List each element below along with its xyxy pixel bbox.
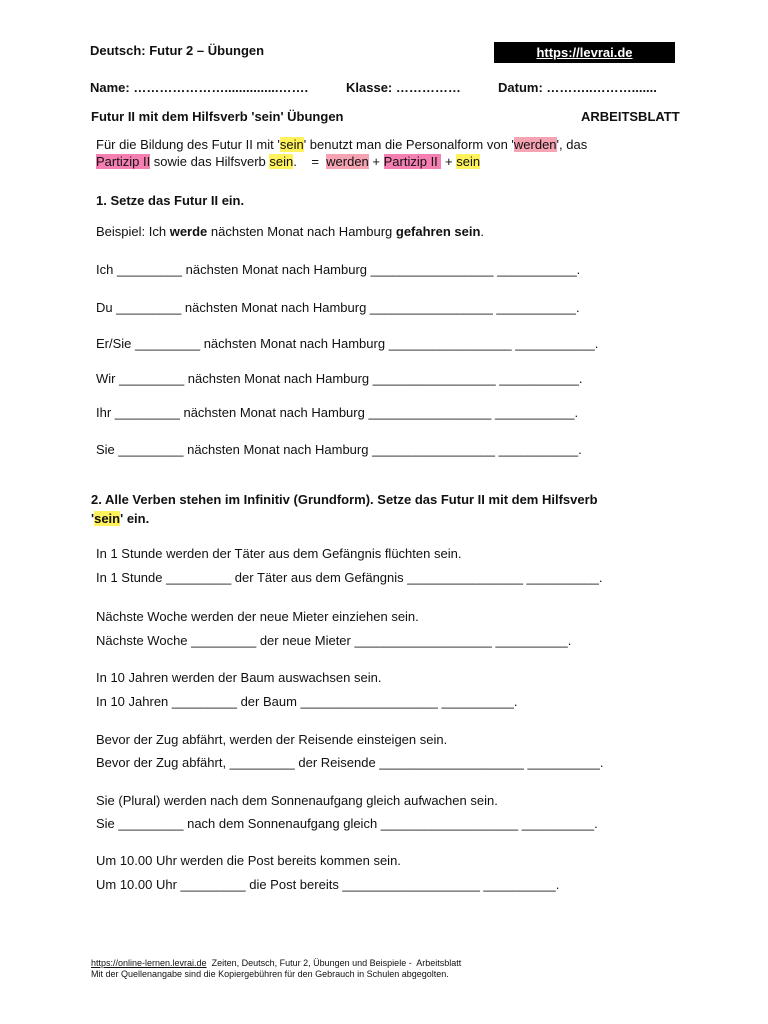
exercise-line: Er/Sie _________ nächsten Monat nach Hamburg _________________ ___________. [96,336,599,351]
intro-text: + [441,154,457,169]
highlight-sein: sein [279,137,304,152]
intro-text: Für die Bildung des Futur II mit ' [96,137,280,152]
source-sentence: Um 10.00 Uhr werden die Post bereits kommen sein. [96,853,401,868]
highlight-sein: sein [269,154,294,169]
subtitle: Futur II mit dem Hilfsverb 'sein' Übungen [91,109,344,124]
exercise-line: Du _________ nächsten Monat nach Hamburg _________________ ___________. [96,300,580,315]
intro-text: ', das [556,137,588,152]
intro-text: ' benutzt man die Personalform von ' [303,137,514,152]
example-text: . [480,224,485,239]
site-link-box[interactable] [494,42,675,63]
worksheet-title: Deutsch: Futur 2 – Übungen [90,43,265,58]
source-sentence: In 1 Stunde werden der Täter aus dem Gefängnis flüchten sein. [96,546,462,561]
intro-text: + [368,154,384,169]
source-sentence: Bevor der Zug abfährt, werden der Reisende einsteigen sein. [96,732,448,747]
section-2-heading-line-2 [91,511,149,526]
highlight-werden: werden [513,137,557,152]
example-bold: werde [169,224,208,239]
example-sentence [96,224,484,239]
example-text: nächsten Monat nach Hamburg [207,224,396,239]
footer-text: Zeiten, Deutsch, Futur 2, Übungen und Beispiele - Arbeitsblatt [206,958,462,968]
highlight-partizip: Partizip II [96,154,151,169]
heading-text: ' [91,511,95,526]
site-link[interactable]: https://levrai.de [536,45,633,60]
exercise-line: Sie _________ nächsten Monat nach Hamburg _________________ ___________. [96,442,582,457]
exercise-line: Nächste Woche _________ der neue Mieter ___________________ __________. [96,633,572,648]
section-1-heading: 1. Setze das Futur II ein. [96,193,245,208]
highlight-sein: sein [94,511,121,526]
highlight-werden: werden [326,154,369,169]
intro-text: sowie das Hilfsverb [150,154,270,169]
footer-line-2: Mit der Quellenangabe sind die Kopiergebühren für den Gebrauch in Schulen abgegolten. [91,969,449,979]
datum-field: Datum: ………..………....... [498,80,657,95]
exercise-line: Wir _________ nächsten Monat nach Hamburg _________________ ___________. [96,371,583,386]
example-text: Beispiel: Ich [96,224,170,239]
exercise-line: Bevor der Zug abfährt, _________ der Reisende ____________________ __________. [96,755,604,770]
highlight-partizip: Partizip II [383,154,442,169]
section-2-heading-line-1: 2. Alle Verben stehen im Infinitiv (Grundform). Setze das Futur II mit dem Hilfsverb [91,492,598,507]
source-sentence: In 10 Jahren werden der Baum auswachsen sein. [96,670,382,685]
worksheet-label: ARBEITSBLATT [581,109,680,124]
klasse-field: Klasse: …………… [346,80,461,95]
exercise-line: Um 10.00 Uhr _________ die Post bereits ___________________ __________. [96,877,560,892]
exercise-line: In 10 Jahren _________ der Baum ___________________ __________. [96,694,518,709]
exercise-line: Sie _________ nach dem Sonnenaufgang gleich ___________________ __________. [96,816,598,831]
exercise-line: Ich _________ nächsten Monat nach Hamburg _________________ ___________. [96,262,581,277]
highlight-sein: sein [456,154,481,169]
intro-line-1 [96,137,587,152]
source-sentence: Nächste Woche werden der neue Mieter einziehen sein. [96,609,419,624]
exercise-line: In 1 Stunde _________ der Täter aus dem Gefängnis ________________ __________. [96,570,603,585]
footer-link[interactable]: https://online-lernen.levrai.de [91,958,207,968]
name-field: Name: …………………...............……. [90,80,309,95]
footer-line-1 [91,958,461,968]
source-sentence: Sie (Plural) werden nach dem Sonnenaufgang gleich aufwachen sein. [96,793,498,808]
example-bold: gefahren sein [395,224,481,239]
intro-text: . = [293,154,327,169]
heading-text: ' ein. [120,511,150,526]
intro-line-2 [96,154,480,169]
exercise-line: Ihr _________ nächsten Monat nach Hamburg _________________ ___________. [96,405,579,420]
